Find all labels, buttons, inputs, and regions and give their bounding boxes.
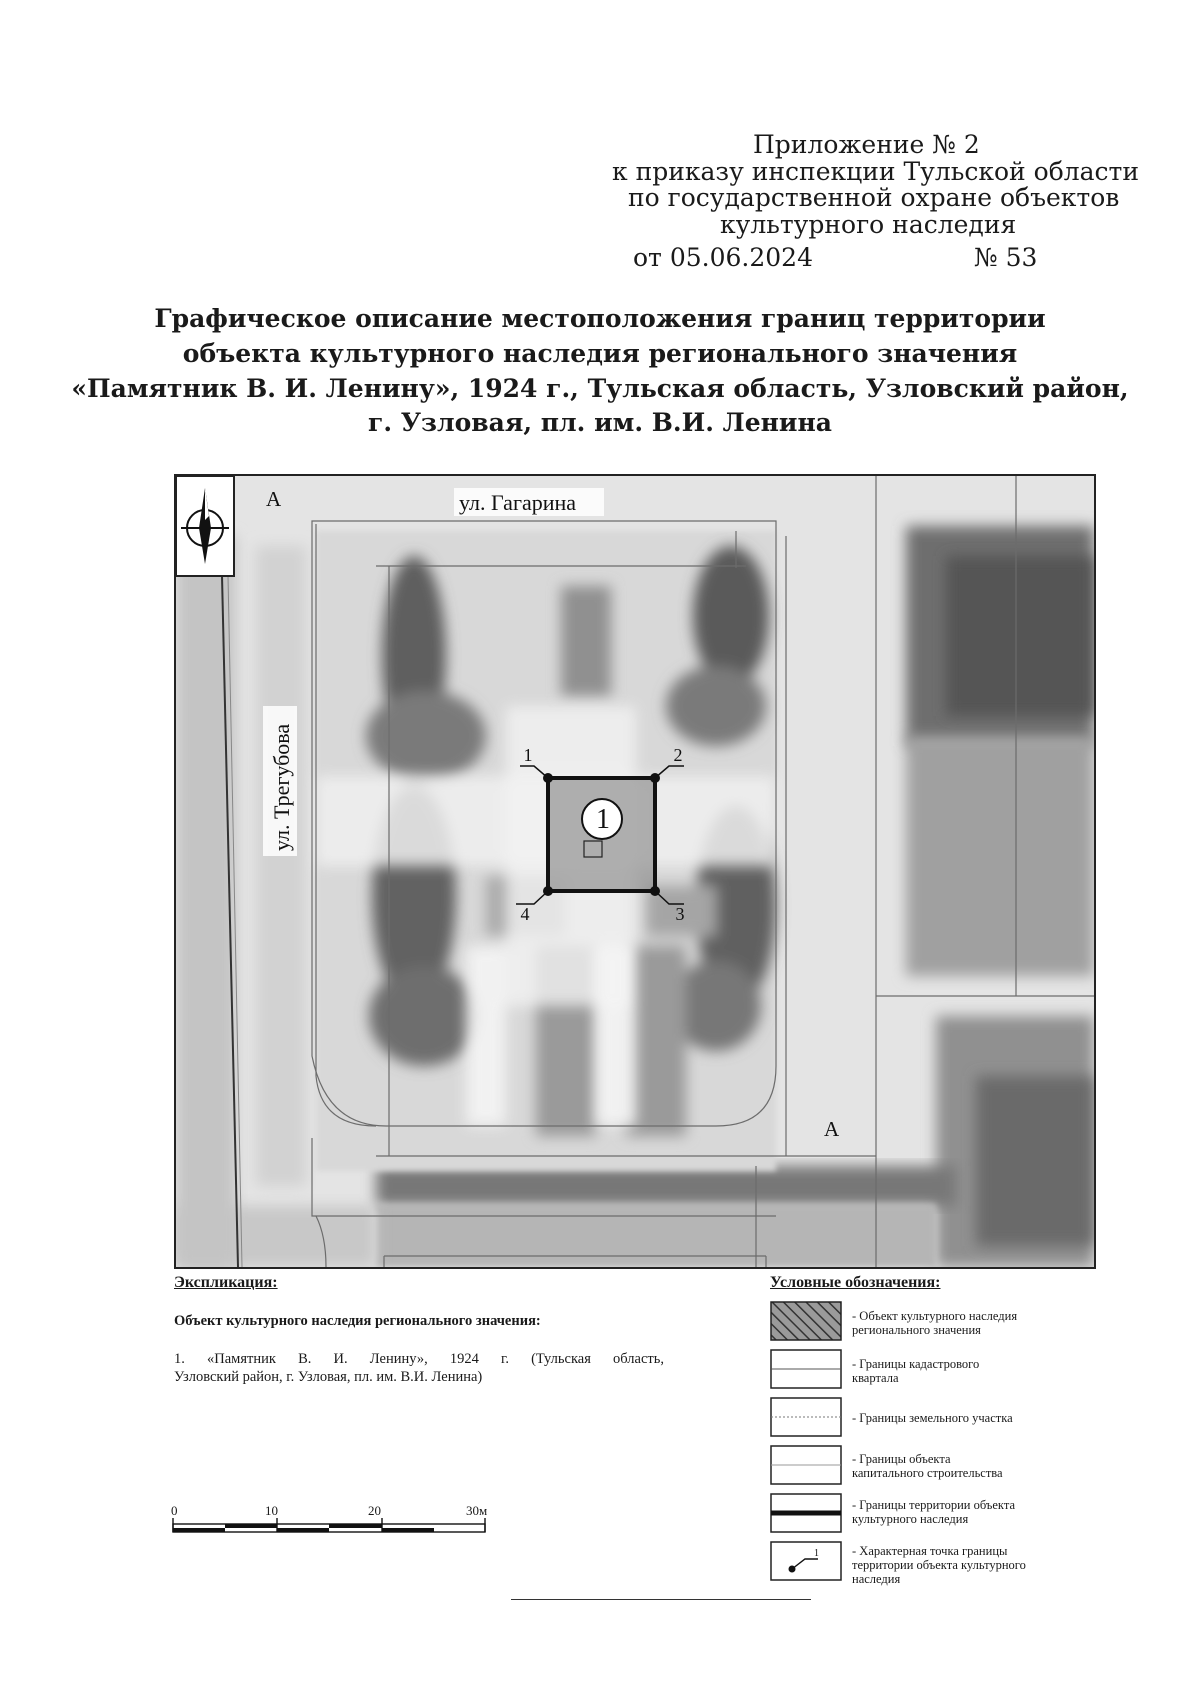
order-line-2: к приказу инспекции Тульской области [612,157,1140,186]
scale-label-10: 10 [265,1503,278,1518]
scale-label-0: 0 [171,1503,178,1518]
order-line-3: по государственной охране объектов [628,183,1120,212]
legend-land-plot-icon [770,1397,842,1437]
explication-heading: Экспликация: [174,1274,278,1291]
legend-item-heritage-object: - Объект культурного наследия регионального значения [852,1309,1018,1337]
scale-label-30: 30м [466,1503,488,1518]
object-number-label: 1 [596,804,610,835]
footer-divider [511,1599,811,1600]
site-map [174,474,1096,1269]
legend-point-icon [770,1541,842,1581]
explication-subheading: Объект культурного наследия регионального значения: [174,1313,541,1329]
street-label-tregubova: ул. Трегубова [269,723,294,851]
legend-item-characteristic-point: - Характерная точка границы территории объекта культурного наследия [852,1544,1026,1586]
explication-item-line-1: 1. «Памятник В. И. Ленину», 1924 г. (Тульская область, [174,1351,664,1367]
legend-item-building: - Границы объекта капитального строительства [852,1452,1003,1480]
legend-hatched-icon [770,1301,842,1341]
street-label-gagarina: ул. Гагарина [459,490,577,515]
point-label-1: 1 [523,745,533,765]
title-line-2: объекта культурного наследия регионального значения [182,339,1018,368]
svg-text:1: 1 [814,1548,819,1559]
order-line-4: культурного наследия [720,210,1017,239]
title-line-4: г. Узловая, пл. им. В.И. Ленина [368,408,832,437]
legend-heading: Условные обозначения: [770,1274,941,1291]
order-number: № 53 [974,243,1038,272]
legend-heritage-boundary-icon [770,1493,842,1533]
title-line-3: «Памятник В. И. Ленину», 1924 г., Тульская область, Узловский район, [71,374,1129,403]
legend-building-icon [770,1445,842,1485]
legend-item-heritage-boundary: - Границы территории объекта культурного наследия [852,1498,1016,1526]
legend-item-cadastral: - Границы кадастрового квартала [852,1357,980,1385]
point-label-4: 4 [520,904,530,924]
map-canvas [176,476,1094,1267]
section-label-a-top: А [266,487,282,511]
scale-label-20: 20 [368,1503,381,1518]
explication-item-line-2: Узловский район, г. Узловая, пл. им. В.И. Ленина) [174,1369,483,1385]
point-label-3: 3 [675,904,685,924]
legend-item-land-plot: - Границы земельного участка [852,1411,1013,1425]
order-date: от 05.06.2024 [633,243,813,272]
legend-cadastral-icon [770,1349,842,1389]
appendix-number: Приложение № 2 [753,130,980,159]
north-arrow-icon [176,476,234,576]
scale-bar [172,1518,492,1538]
point-label-2: 2 [673,745,683,765]
section-label-a-bottom: А [824,1117,840,1141]
title-line-1: Графическое описание местоположения границ территории [154,304,1046,333]
